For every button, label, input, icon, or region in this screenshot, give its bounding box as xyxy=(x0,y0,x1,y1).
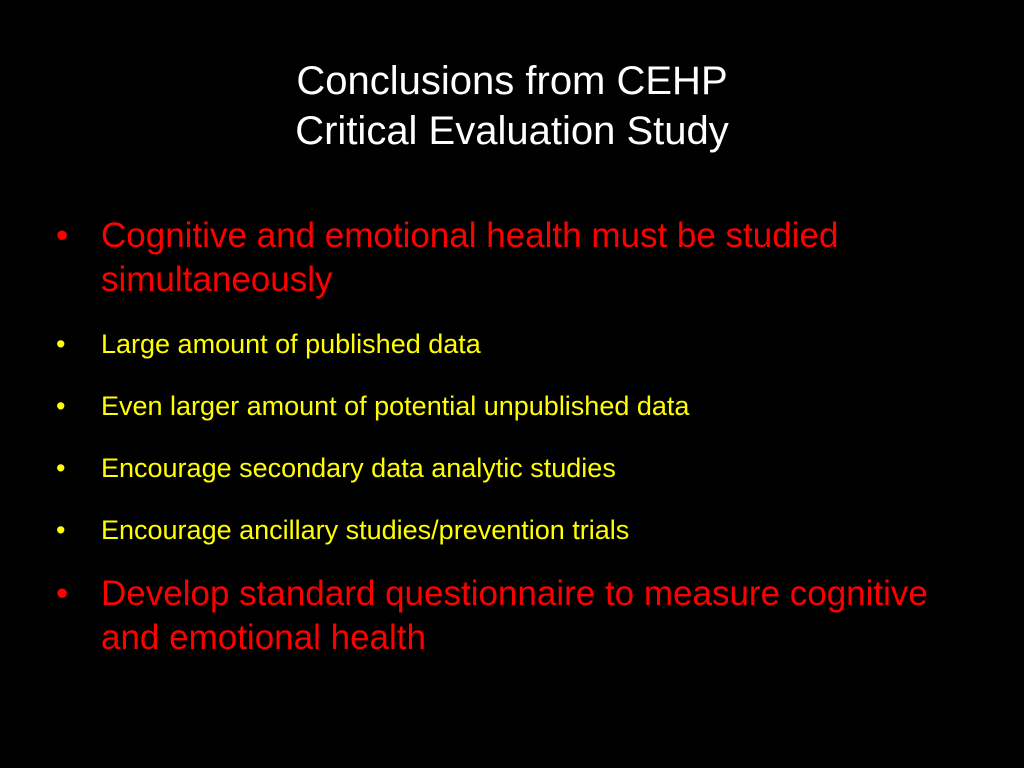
title-line-1: Conclusions from CEHP xyxy=(296,59,728,103)
bullet-dot: • xyxy=(56,329,66,359)
bullet-item-2 xyxy=(56,326,976,362)
bullet-dot: • xyxy=(56,453,66,483)
bullet-item-1 xyxy=(56,214,976,302)
bullet-dot: • xyxy=(56,216,69,255)
bullet-list xyxy=(56,214,976,674)
bullet-dot: • xyxy=(56,515,66,545)
title-line-2: Critical Evaluation Study xyxy=(295,109,729,153)
slide-title xyxy=(0,56,1024,156)
bullet-text-3: Even larger amount of potential unpublished data xyxy=(101,391,690,421)
bullet-text-4: Encourage secondary data analytic studies xyxy=(101,453,616,483)
bullet-item-5 xyxy=(56,512,976,548)
bullet-dot: • xyxy=(56,391,66,421)
bullet-text-6: Develop standard questionnaire to measure cognitive and emotional health xyxy=(101,574,928,657)
bullet-text-1: Cognitive and emotional health must be studied simultaneously xyxy=(101,216,839,299)
bullet-text-2: Large amount of published data xyxy=(101,329,481,359)
bullet-item-6 xyxy=(56,572,976,660)
bullet-item-4 xyxy=(56,450,976,486)
bullet-dot: • xyxy=(56,574,69,613)
bullet-item-3 xyxy=(56,388,976,424)
bullet-text-5: Encourage ancillary studies/prevention trials xyxy=(101,515,630,545)
